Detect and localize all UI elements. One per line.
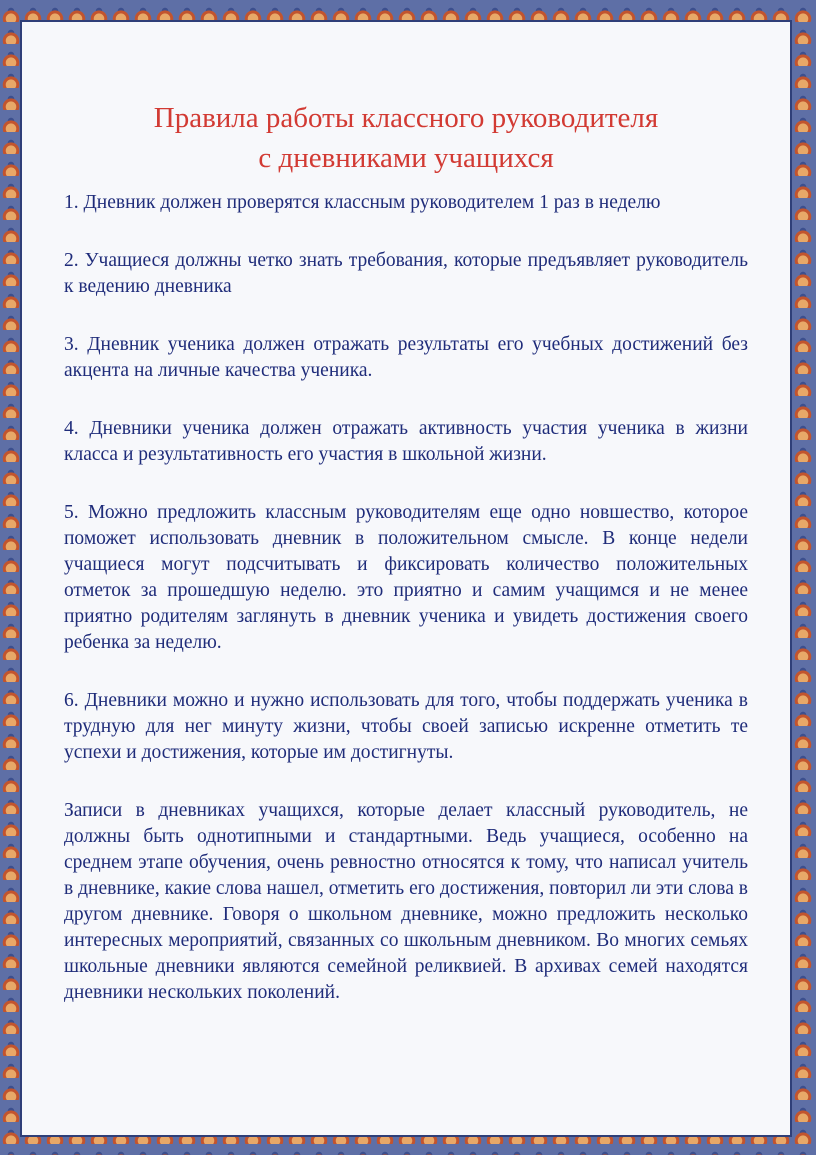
- rule-1-paragraph: 1. Дневник должен проверятся классным руководителем 1 раз в неделю: [64, 192, 661, 213]
- rule-2-paragraph: 2. Учащиеся должны четко знать требования, которые предъявляет руководитель к ведению дневника: [64, 250, 748, 297]
- rule-3-paragraph: 3. Дневник ученика должен отражать результаты его учебных достижений без акцента на личные качества ученика.: [64, 334, 748, 381]
- title-line-1: Правила работы классного руководителя: [153, 102, 659, 134]
- rule-4-paragraph: 4. Дневники ученика должен отражать активность участия ученика в жизни класса и результативность его участия в школьной жизни.: [64, 418, 748, 465]
- rule-5-paragraph: 5. Можно предложить классным руководителям еще одно новшество, которое поможет использовать дневник в положительном смысле. В конце недели учащиеся могут подсчитывать и фиксировать количество положительных отметок за прошедшую неделю. это приятно и самим учащимся и не менее приятно родителям заглянуть в дневник ученика и увидеть достижения своего ребенка за неделю.: [64, 502, 748, 653]
- rule-6-paragraph: 6. Дневники можно и нужно использовать для того, чтобы поддержать ученика в трудную для нег минуту жизни, чтобы своей записью искренне отметить те успехи и достижения, которые им достигнуты.: [64, 690, 748, 763]
- title-line-2: с дневниками учащихся: [258, 142, 554, 174]
- closing-paragraph: Записи в дневниках учащихся, которые делает классный руководитель, не должны быть однотипными и стандартными. Ведь учащиеся, особенно на среднем этапе обучения, очень ревностно относятся к тому, что написал учитель в дневнике, какие слова нашел, отметить его достижения, повторил ли эти слова в другом дневнике. Говоря о школьном дневнике, можно предложить несколько интересных мероприятий, связанных со школьным дневником. Во многих семьях школьные дневники являются семейной реликвией. В архивах семей находятся дневники нескольких поколений.: [64, 800, 748, 1003]
- document-sheet: [22, 22, 790, 1135]
- page-title: [64, 98, 748, 178]
